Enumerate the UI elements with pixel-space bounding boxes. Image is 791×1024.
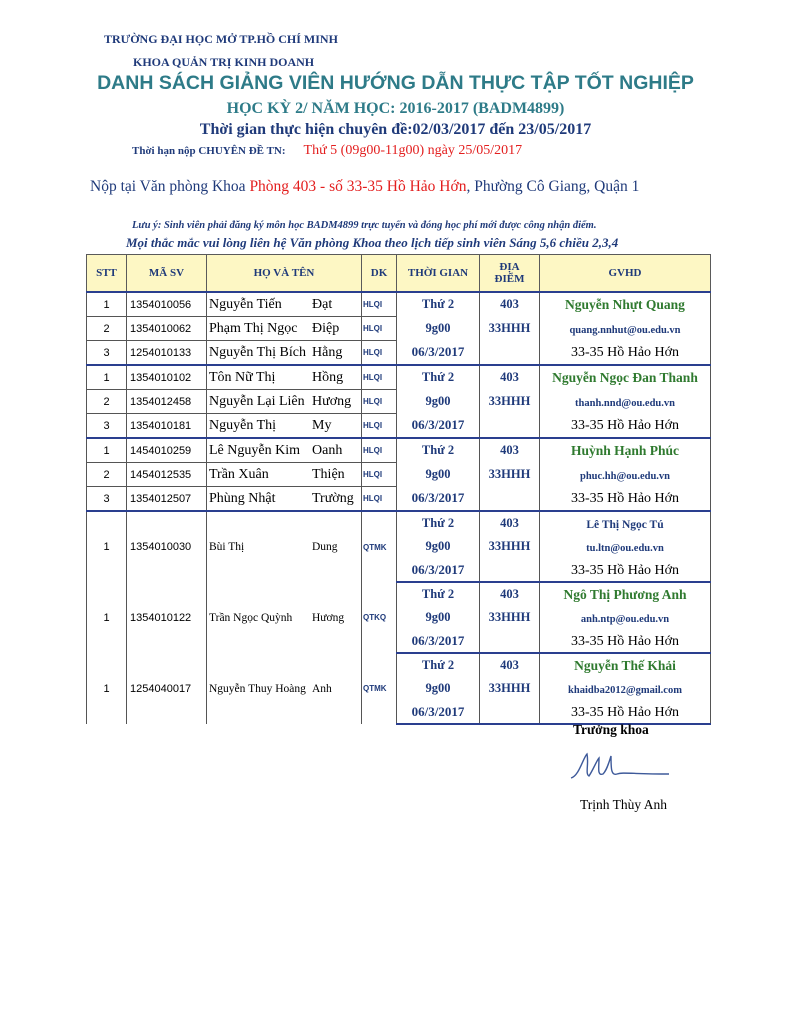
row-dk: HLQI <box>362 292 397 317</box>
advisor-email-cell <box>540 317 711 341</box>
advisor-address-cell <box>540 558 711 582</box>
advisor-table <box>86 254 711 725</box>
row-time: Thứ 2 <box>397 438 480 463</box>
advisor-address: 33-35 Hồ Hảo Hớn <box>570 345 680 361</box>
row-time: Thứ 2 <box>397 365 480 390</box>
advisor-email: phuc.hh@ou.edu.vn <box>579 470 671 482</box>
student-given-name: Hương <box>312 611 345 624</box>
col-place-line1: ĐỊA <box>499 261 520 273</box>
advisor-name-cell <box>540 292 711 317</box>
col-msv: MÃ SV <box>127 255 207 293</box>
student-given-name: Oanh <box>312 442 343 458</box>
signature-image <box>565 748 675 788</box>
student-given-name: Hồng <box>312 369 344 385</box>
row-place <box>480 700 540 724</box>
semester-line: HỌC KỲ 2/ NĂM HỌC: 2016-2017 (BADM4899) <box>226 100 565 117</box>
row-student-name <box>207 317 362 341</box>
row-student-name <box>207 341 362 366</box>
student-given-name: Đạt <box>312 296 333 312</box>
advisor-address-cell <box>540 341 711 366</box>
faculty-name: KHOA QUẢN TRỊ KINH DOANH <box>133 55 315 69</box>
student-given-name: Dung <box>312 541 338 553</box>
student-given-name: Hương <box>312 393 352 409</box>
submit-room: Phòng 403 - số 33-35 Hồ Hảo Hớn <box>249 178 467 195</box>
row-place: 33HHH <box>480 535 540 558</box>
row-stt: 1 <box>87 438 127 463</box>
table-row <box>87 390 711 414</box>
row-stt: 3 <box>87 487 127 512</box>
row-place <box>480 341 540 366</box>
table-row <box>87 463 711 487</box>
row-student-id: 1354012507 <box>127 487 207 512</box>
table-row <box>87 341 711 366</box>
advisor-email: quang.nnhut@ou.edu.vn <box>569 324 681 336</box>
row-dk: HLQI <box>362 365 397 390</box>
row-place <box>480 558 540 582</box>
advisor-email: anh.ntp@ou.edu.vn <box>580 613 670 625</box>
advisor-email-cell <box>540 390 711 414</box>
table-row <box>87 317 711 341</box>
table-row <box>87 582 711 606</box>
row-student-name <box>207 292 362 317</box>
advisor-address: 33-35 Hồ Hảo Hớn <box>570 704 680 720</box>
table-row <box>87 653 711 677</box>
row-place <box>480 487 540 512</box>
row-time: 06/3/2017 <box>397 341 480 366</box>
row-place: 403 <box>480 292 540 317</box>
row-student-name <box>207 582 362 653</box>
advisor-address: 33-35 Hồ Hảo Hớn <box>570 633 680 649</box>
row-student-name <box>207 463 362 487</box>
row-place: 33HHH <box>480 390 540 414</box>
row-place: 33HHH <box>480 677 540 700</box>
student-surname: Phùng Nhật <box>209 490 276 506</box>
row-time: 9g00 <box>397 390 480 414</box>
student-given-name: Điệp <box>312 320 340 336</box>
row-stt: 2 <box>87 463 127 487</box>
page-title: DANH SÁCH GIẢNG VIÊN HƯỚNG DẪN THỰC TẬP TỐT NGHIỆP <box>97 72 694 94</box>
row-dk: HLQI <box>362 341 397 366</box>
col-place <box>480 255 540 293</box>
row-place <box>480 414 540 439</box>
row-stt: 1 <box>87 511 127 582</box>
row-student-name <box>207 487 362 512</box>
row-place: 403 <box>480 365 540 390</box>
advisor-address-cell <box>540 487 711 512</box>
student-surname: Nguyễn Tiến <box>209 296 282 312</box>
row-stt: 2 <box>87 317 127 341</box>
row-stt: 1 <box>87 365 127 390</box>
row-stt: 3 <box>87 341 127 366</box>
row-student-name <box>207 365 362 390</box>
note-registration: Lưu ý: Sinh viên phải đăng ký môn học BADM4899 trực tuyến và đóng học phí mới được công nhận điểm. <box>132 220 597 231</box>
advisor-name: Nguyễn Nhựt Quang <box>565 296 685 312</box>
table-row <box>87 487 711 512</box>
row-time: 9g00 <box>397 535 480 558</box>
row-dk: HLQI <box>362 487 397 512</box>
student-surname: Bùi Thị <box>209 541 245 553</box>
duration-line: Thời gian thực hiện chuyên đề:02/03/2017 đến 23/05/2017 <box>199 121 592 138</box>
deadline-label: Thời hạn nộp CHUYÊN ĐỀ TN: <box>132 145 286 157</box>
row-dk: HLQI <box>362 463 397 487</box>
advisor-address-cell <box>540 700 711 724</box>
dean-title: Trưởng khoa <box>573 722 649 737</box>
student-surname: Nguyễn Thị Bích <box>209 344 306 360</box>
deadline-value: Thứ 5 (09g00-11g00) ngày 25/05/2017 <box>303 143 523 158</box>
advisor-name: Nguyễn Ngọc Đan Thanh <box>552 369 698 385</box>
row-stt: 2 <box>87 390 127 414</box>
table-header-row <box>87 255 711 293</box>
student-surname: Tôn Nữ Thị <box>209 369 276 385</box>
student-surname: Trần Xuân <box>209 466 269 482</box>
row-time: Thứ 2 <box>397 582 480 606</box>
row-student-id: 1354010056 <box>127 292 207 317</box>
advisor-name: Nguyễn Thế Khải <box>574 657 676 673</box>
advisor-name-cell <box>540 365 711 390</box>
row-student-id: 1254010133 <box>127 341 207 366</box>
row-time: 9g00 <box>397 317 480 341</box>
col-dk: DK <box>362 255 397 293</box>
col-name: HỌ VÀ TÊN <box>207 255 362 293</box>
row-place: 403 <box>480 582 540 606</box>
student-given-name: Hằng <box>312 344 343 360</box>
advisor-address-cell <box>540 629 711 653</box>
row-dk: HLQI <box>362 317 397 341</box>
row-student-id: 1354010122 <box>127 582 207 653</box>
deadline-line <box>132 143 522 159</box>
row-student-id: 1354010062 <box>127 317 207 341</box>
submit-location <box>90 178 639 196</box>
student-surname: Nguyễn Thuy Hoàng <box>209 682 306 695</box>
student-surname: Phạm Thị Ngọc <box>209 320 298 336</box>
row-student-name <box>207 390 362 414</box>
row-student-id: 1354010030 <box>127 511 207 582</box>
row-place: 33HHH <box>480 606 540 629</box>
row-place <box>480 629 540 653</box>
advisor-email-cell <box>540 677 711 700</box>
row-student-name <box>207 653 362 724</box>
advisor-name: Huỳnh Hạnh Phúc <box>570 442 680 458</box>
row-time: 9g00 <box>397 606 480 629</box>
row-time: 9g00 <box>397 463 480 487</box>
student-surname: Nguyễn Thị <box>209 417 277 433</box>
student-given-name: Trường <box>312 490 354 506</box>
row-student-name <box>207 414 362 439</box>
row-student-name <box>207 438 362 463</box>
table-row <box>87 292 711 317</box>
advisor-email-cell <box>540 463 711 487</box>
table-row <box>87 414 711 439</box>
row-time: 06/3/2017 <box>397 629 480 653</box>
advisor-email: khaidba2012@gmail.com <box>568 684 682 696</box>
col-place-line2: ĐIỂM <box>494 273 525 285</box>
student-surname: Nguyễn Lại Liên <box>209 393 305 409</box>
submit-suffix: , Phường Cô Giang, Quận 1 <box>466 178 640 195</box>
col-stt: STT <box>87 255 127 293</box>
row-dk: HLQI <box>362 438 397 463</box>
col-gvhd: GVHD <box>540 255 711 293</box>
table-row <box>87 511 711 535</box>
row-student-id: 1354012458 <box>127 390 207 414</box>
row-dk: HLQI <box>362 414 397 439</box>
row-student-name <box>207 511 362 582</box>
advisor-email: tu.ltn@ou.edu.vn <box>586 542 664 554</box>
advisor-email-cell <box>540 606 711 629</box>
row-stt: 1 <box>87 582 127 653</box>
row-place: 33HHH <box>480 317 540 341</box>
student-given-name: My <box>312 417 332 433</box>
row-stt: 1 <box>87 292 127 317</box>
student-given-name: Anh <box>312 682 332 695</box>
row-time: Thứ 2 <box>397 292 480 317</box>
school-name: TRƯỜNG ĐẠI HỌC MỞ TP.HỒ CHÍ MINH <box>104 32 338 46</box>
student-surname: Lê Nguyễn Kim <box>209 442 300 458</box>
row-time: 06/3/2017 <box>397 487 480 512</box>
submit-prefix: Nộp tại Văn phòng Khoa <box>90 178 250 195</box>
row-stt: 3 <box>87 414 127 439</box>
row-dk: HLQI <box>362 390 397 414</box>
row-student-id: 1354010181 <box>127 414 207 439</box>
advisor-name: Lê Thị Ngọc Tú <box>586 518 664 531</box>
note-contact: Mọi thắc mắc vui lòng liên hệ Văn phòng Khoa theo lịch tiếp sinh viên Sáng 5,6 chiều 2,3,4 <box>126 235 619 250</box>
advisor-address: 33-35 Hồ Hảo Hớn <box>570 418 680 434</box>
advisor-address: 33-35 Hồ Hảo Hớn <box>570 562 680 578</box>
row-dk: QTKQ <box>362 582 397 653</box>
row-student-id: 1254040017 <box>127 653 207 724</box>
advisor-name: Ngô Thị Phương Anh <box>563 586 687 602</box>
dean-name: Trịnh Thùy Anh <box>580 797 668 812</box>
col-time: THỜI GIAN <box>397 255 480 293</box>
advisor-name-cell <box>540 653 711 677</box>
advisor-address: 33-35 Hồ Hảo Hớn <box>570 491 680 507</box>
student-given-name: Thiện <box>312 466 345 482</box>
row-stt: 1 <box>87 653 127 724</box>
advisor-email: thanh.nnd@ou.edu.vn <box>575 397 675 409</box>
row-place: 403 <box>480 511 540 535</box>
row-student-id: 1454012535 <box>127 463 207 487</box>
row-time: Thứ 2 <box>397 511 480 535</box>
table-row <box>87 365 711 390</box>
row-student-id: 1454010259 <box>127 438 207 463</box>
row-dk: QTMK <box>362 653 397 724</box>
student-surname: Trần Ngọc Quỳnh <box>209 611 293 624</box>
row-place: 403 <box>480 653 540 677</box>
advisor-name-cell <box>540 438 711 463</box>
row-place: 33HHH <box>480 463 540 487</box>
row-time: 06/3/2017 <box>397 414 480 439</box>
row-time: 06/3/2017 <box>397 700 480 724</box>
row-time: 9g00 <box>397 677 480 700</box>
row-time: 06/3/2017 <box>397 558 480 582</box>
advisor-address-cell <box>540 414 711 439</box>
advisor-name-cell <box>540 511 711 535</box>
row-place: 403 <box>480 438 540 463</box>
row-student-id: 1354010102 <box>127 365 207 390</box>
advisor-email-cell <box>540 535 711 558</box>
table-row <box>87 438 711 463</box>
row-time: Thứ 2 <box>397 653 480 677</box>
row-dk: QTMK <box>362 511 397 582</box>
advisor-name-cell <box>540 582 711 606</box>
